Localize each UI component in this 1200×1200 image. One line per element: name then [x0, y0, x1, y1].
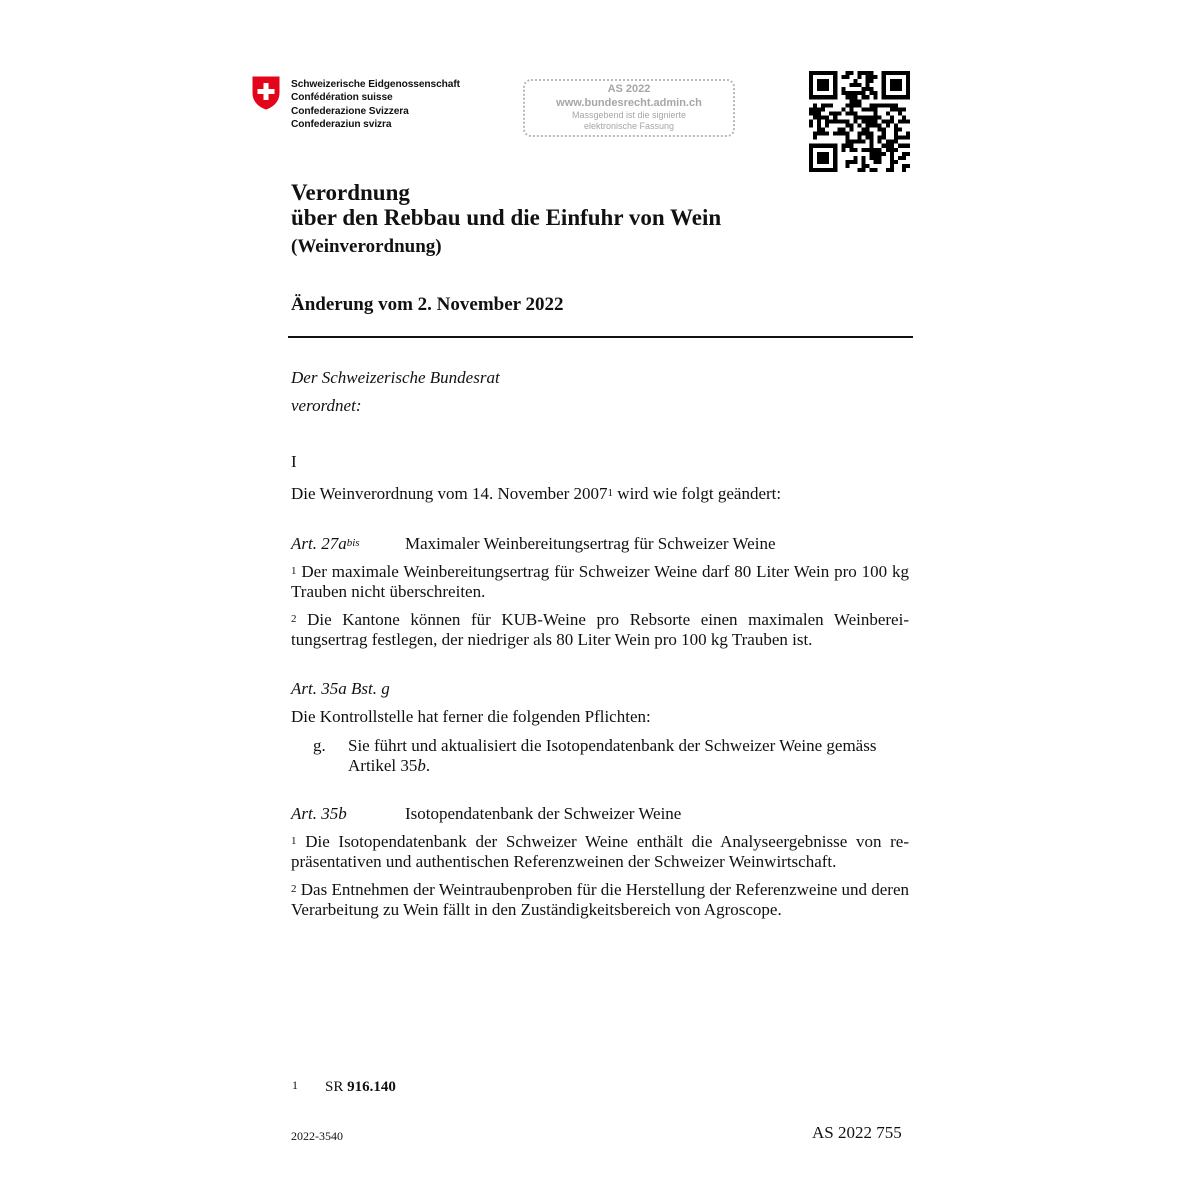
section-numeral: I [291, 452, 297, 471]
article-label [291, 534, 360, 554]
footnote-prefix: SR [325, 1079, 348, 1095]
confed-name-rm: Confederaziun svizra [291, 118, 392, 130]
confederation-names [291, 78, 460, 131]
short-title: (Weinverordnung) [291, 236, 442, 257]
swiss-crest-icon [252, 76, 280, 110]
footnote-ref-number: 916.140 [347, 1079, 396, 1095]
footnote-number: 1 [292, 1078, 298, 1092]
section-intro-text: Die Weinverordnung vom 14. November 2007 [291, 484, 608, 503]
stamp-collection: AS 2022 [607, 83, 651, 95]
list-item-ital: b [417, 756, 426, 775]
amendment-date: Änderung vom 2. November 2022 [291, 294, 564, 315]
list-item-end: . [425, 756, 431, 775]
footnote-ref: 1 [607, 487, 614, 499]
confed-name-it: Confederazione Svizzera [291, 105, 409, 117]
preamble-verb: verordnet: [291, 396, 362, 415]
preamble-authority: Der Schweizerische Bundesrat [291, 368, 500, 387]
confed-name-fr: Confédération suisse [291, 92, 393, 104]
paragraph-number: 2 [291, 613, 297, 625]
paragraph-text: Die Isotopendatenbank der Schweizer Weine enthält die Analyseergebnisse von repräsentativen und authentischen Referenzweinen der Schweizer Weinwirtschaft. [291, 832, 910, 871]
document-title [291, 180, 721, 230]
article-paragraph [291, 880, 909, 920]
title-line-1: Verordnung [291, 180, 410, 205]
paragraph-text: Der maximale Weinbereitungsertrag für Schweizer Weine darf 80 Liter Wein pro 100 kg Trauben nicht überschreiten. [291, 562, 909, 601]
article-paragraph [291, 562, 909, 602]
article-label-text: Art. 27a [291, 534, 347, 553]
article-label: Art. 35a Bst. g [291, 679, 390, 698]
article-label: Art. 35b [291, 804, 347, 823]
paragraph-number: 1 [291, 835, 297, 847]
list-item-letter: g. [313, 736, 326, 755]
article-heading: Maximaler Weinbereitungsertrag für Schweizer Weine [405, 534, 776, 553]
title-line-2: über den Rebbau und die Einfuhr von Wein [291, 205, 722, 230]
list-item-body: Sie führt und aktualisiert die Isotopendatenbank der Schweizer Weine gemäss Artikel 35 [348, 736, 877, 775]
official-collection-ref: AS 2022 755 [812, 1123, 902, 1142]
stamp-note-1: Massgebend ist die signierte [571, 110, 687, 120]
list-item-text [348, 736, 913, 776]
article-paragraph [291, 610, 909, 650]
article-intro: Die Kontrollstelle hat ferner die folgenden Pflichten: [291, 707, 651, 726]
paragraph-text: Die Kantone können für KUB-Weine pro Rebsorte einen maximalen Weinbereitungsertrag festlegen, der niedriger als 80 Liter Wein pro 100 kg Trauben ist. [291, 610, 909, 649]
stamp-url: www.bundesrecht.admin.ch [556, 97, 702, 109]
paragraph-text: Das Entnehmen der Weintraubenproben für die Herstellung der Referenzweine und deren Verarbeitung zu Wein fällt in den Zuständigkeitsbereich von Agroscope. [291, 880, 909, 919]
article-label-suffix: bis [346, 537, 360, 549]
document-number: 2022-3540 [291, 1129, 343, 1143]
paragraph-number: 2 [291, 883, 297, 895]
article-heading: Isotopendatenbank der Schweizer Weine [405, 804, 682, 823]
confed-name-de: Schweizerische Eidgenossenschaft [291, 79, 460, 90]
qr-code-icon [809, 71, 910, 172]
title-divider [288, 336, 913, 338]
section-intro-rest: wird wie folgt geändert: [613, 484, 782, 503]
section-intro [291, 484, 781, 504]
paragraph-number: 1 [291, 565, 297, 577]
stamp-note-2: elektronische Fassung [583, 121, 675, 131]
article-paragraph [291, 832, 909, 872]
official-publication-stamp [523, 79, 735, 137]
footnote-text [325, 1079, 396, 1096]
